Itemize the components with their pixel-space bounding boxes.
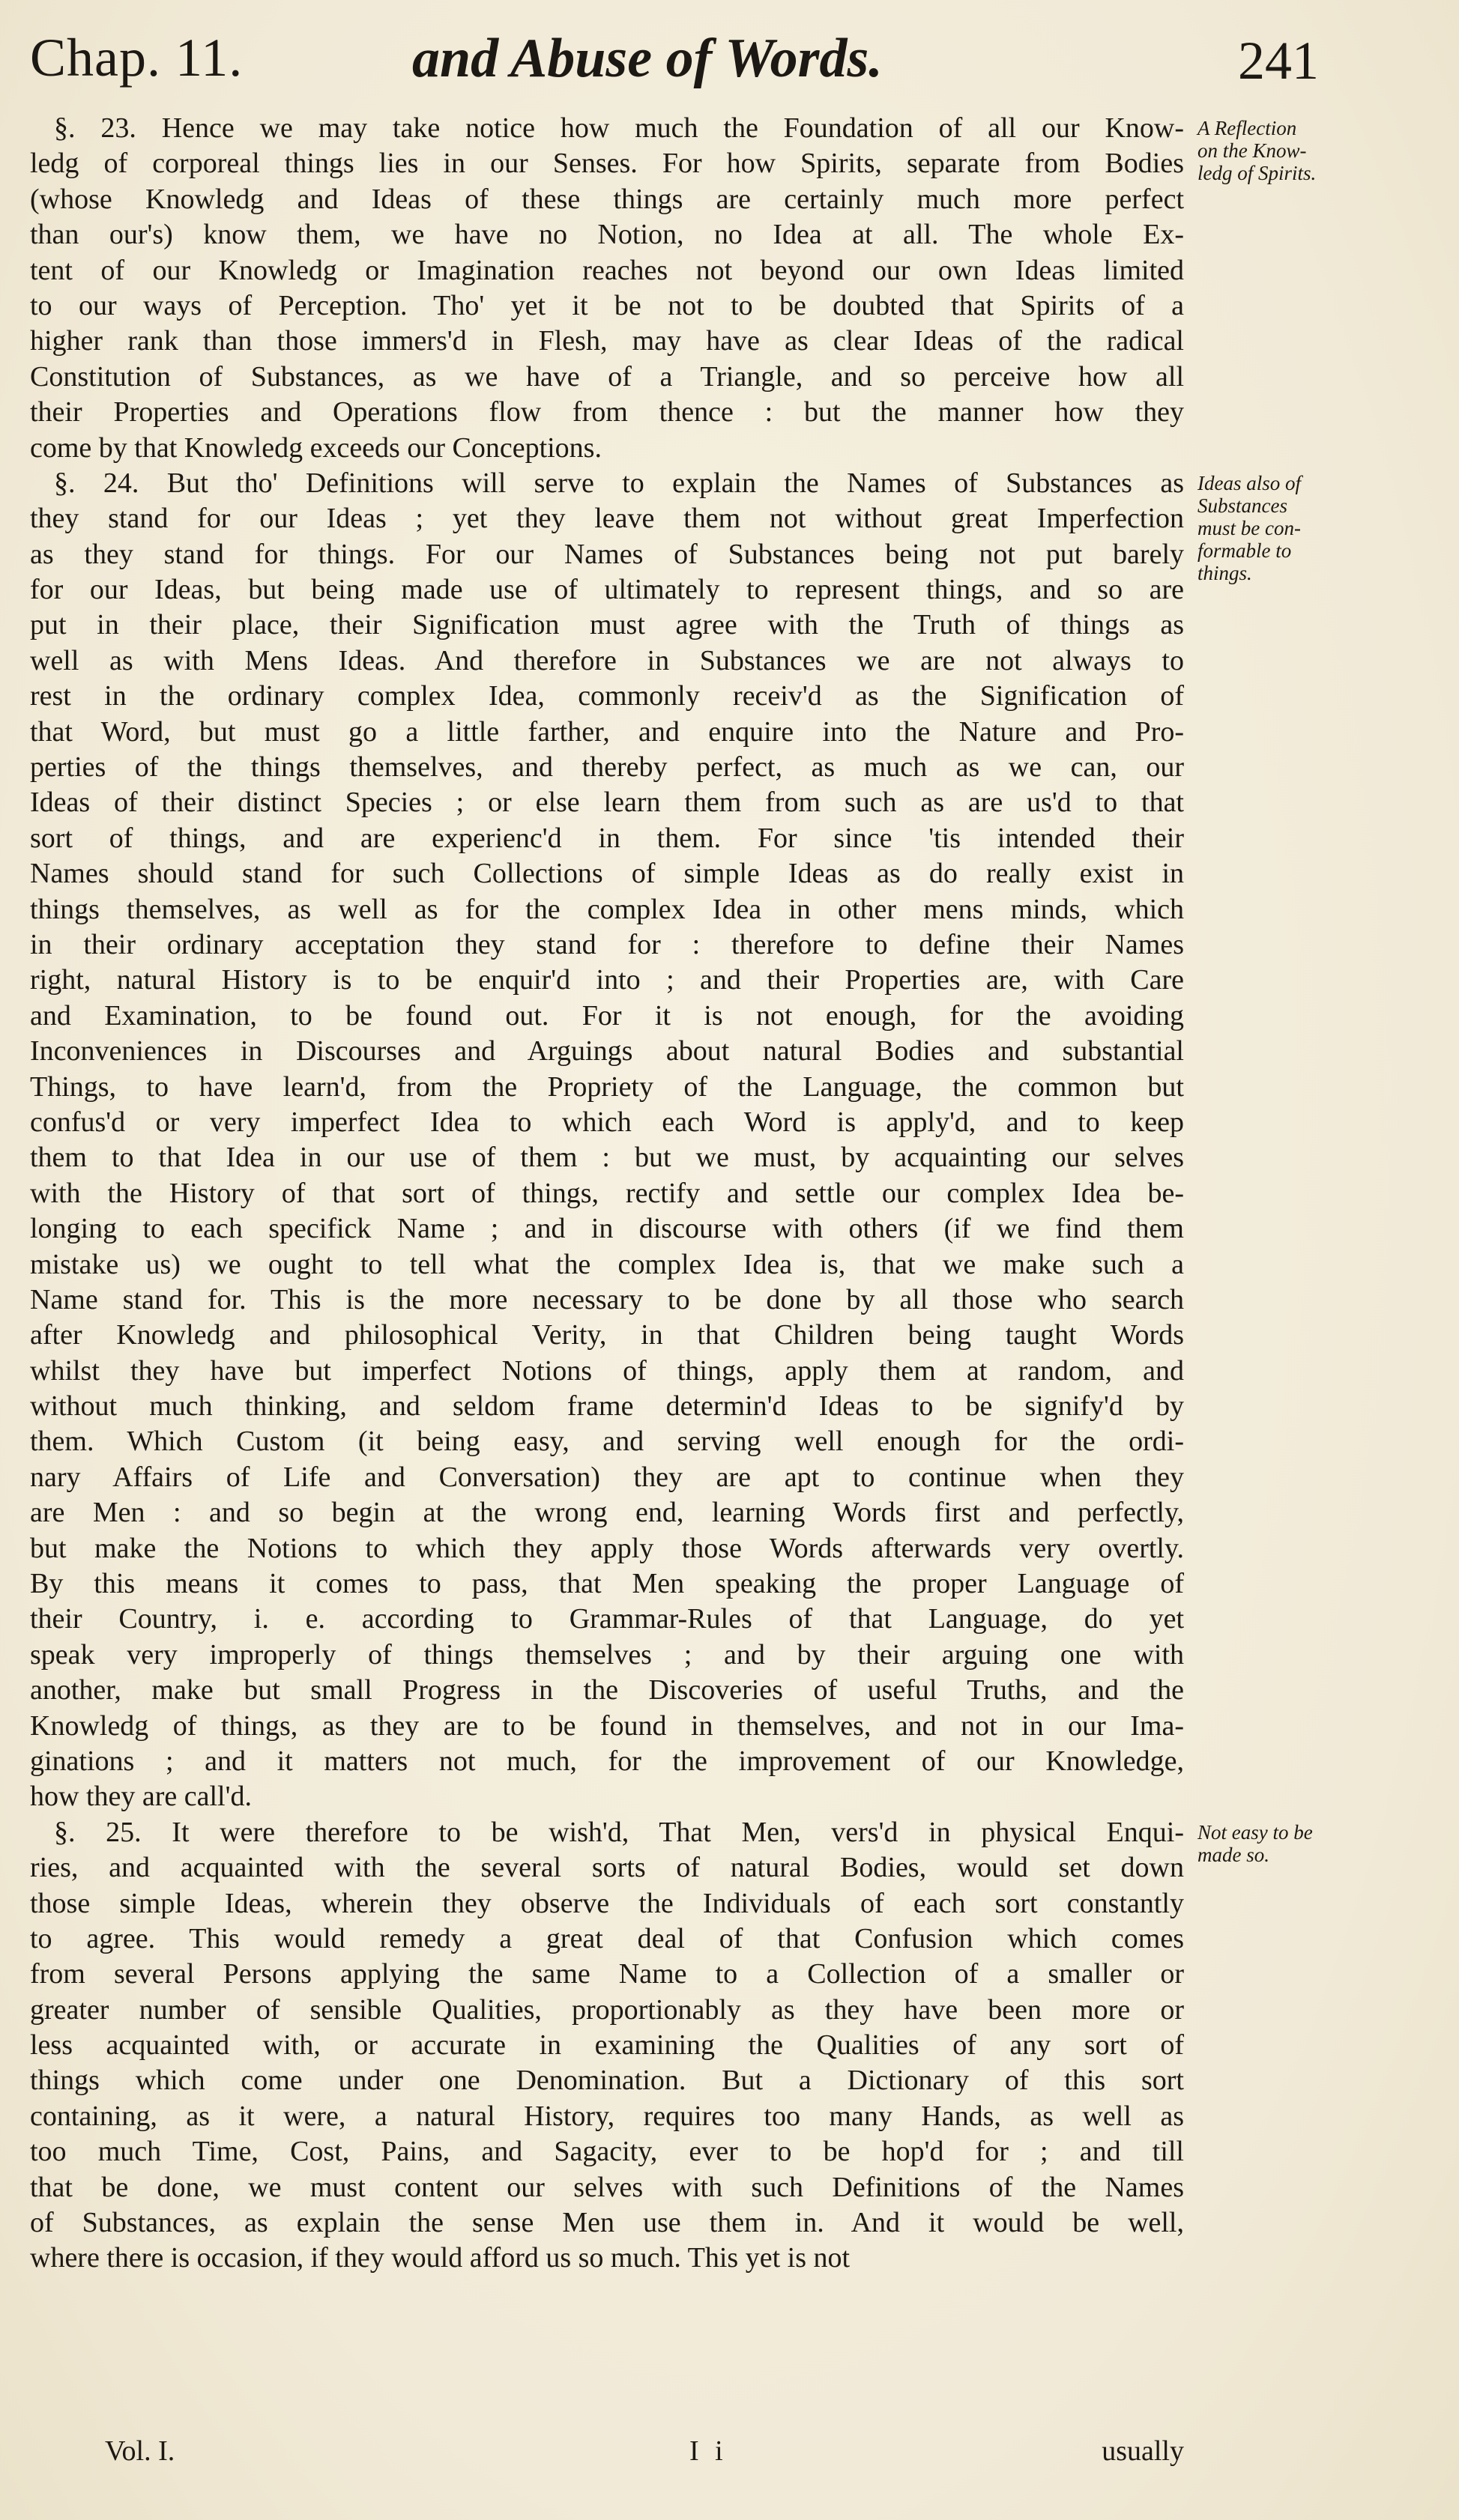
running-head xyxy=(30,27,1319,117)
text-line: put in their place, their Signification must agree with the Truth of things as xyxy=(30,609,1184,641)
text-line: whilst they have but imperfect Notions of things, apply them at random, and xyxy=(30,1354,1184,1387)
text-line: mistake us) we ought to tell what the complex Idea is, that we make such a xyxy=(30,1248,1184,1280)
text-line: as they stand for things. For our Names of Substances being not put barely xyxy=(30,538,1184,570)
text-line: how they are call'd. xyxy=(30,1781,252,1813)
margin-note-line: A Reflection xyxy=(1197,117,1297,139)
text-line: in their ordinary acceptation they stand for : therefore to define their Names xyxy=(30,928,1184,960)
margin-note-line: on the Know- xyxy=(1197,139,1307,162)
margin-note-line: formable to xyxy=(1197,539,1292,562)
running-title: and Abuse of Words. xyxy=(412,28,883,89)
text-line: ledg of corporeal things lies in our Senses. For how Spirits, separate from Bodies xyxy=(30,148,1184,180)
margin-note-line: must be con- xyxy=(1197,517,1301,539)
margin-note-line: Ideas also of xyxy=(1197,472,1301,494)
text-line: right, natural History is to be enquir'd into ; and their Properties are, with Care xyxy=(30,964,1184,996)
catchword: usually xyxy=(1102,2435,1184,2467)
text-line: Names should stand for such Collections of simple Ideas as do really exist in xyxy=(30,858,1184,890)
signature-mark: I i xyxy=(689,2435,728,2467)
text-line: confus'd or very imperfect Idea to which each Word is apply'd, and to keep xyxy=(30,1106,1184,1138)
text-line: rest in the ordinary complex Idea, commonly receiv'd as the Signification of xyxy=(30,680,1184,712)
text-line: those simple Ideas, wherein they observe the Individuals of each sort constantly xyxy=(30,1887,1184,1919)
text-line: Name stand for. This is the more necessary to be done by all those who search xyxy=(30,1283,1184,1315)
text-line: that be done, we must content our selves with such Definitions of the Names xyxy=(30,2171,1184,2203)
text-line: containing, as it were, a natural History, requires too many Hands, as well as xyxy=(30,2100,1184,2132)
text-line: §. 25. It were therefore to be wish'd, That Men, vers'd in physical Enqui- xyxy=(54,1816,1184,1848)
text-line: that Word, but must go a little farther, and enquire into the Nature and Pro- xyxy=(30,715,1184,748)
text-line: are Men : and so begin at the wrong end, learning Words first and perfectly, xyxy=(30,1497,1184,1529)
margin-note xyxy=(1197,117,1347,184)
text-line: without much thinking, and seldom frame determin'd Ideas to be signify'd by xyxy=(30,1390,1184,1423)
text-line: their Country, i. e. according to Grammar-Rules of that Language, do yet xyxy=(30,1603,1184,1635)
text-line: (whose Knowledg and Ideas of these things are certainly much more perfect xyxy=(30,183,1184,215)
margin-note-line: Not easy to be xyxy=(1197,1821,1313,1844)
text-line: Constitution of Substances, as we have of a Triangle, and so perceive how all xyxy=(30,360,1184,393)
text-line: By this means it comes to pass, that Men speaking the proper Language of xyxy=(30,1568,1184,1600)
text-line: but make the Notions to which they apply those Words afterwards very overtly. xyxy=(30,1532,1184,1564)
text-line: things themselves, as well as for the complex Idea in other mens minds, which xyxy=(30,893,1184,925)
text-line: and Examination, to be found out. For it is not enough, for the avoiding xyxy=(30,999,1184,1032)
text-line: from several Persons applying the same Name to a Collection of a smaller or xyxy=(30,1958,1184,1990)
volume-mark: Vol. I. xyxy=(105,2435,175,2467)
margin-note-line: things. xyxy=(1197,562,1252,584)
text-line: well as with Mens Ideas. And therefore in Substances we are not always to xyxy=(30,644,1184,676)
text-line: ginations ; and it matters not much, for the improvement of our Knowledge, xyxy=(30,1745,1184,1777)
text-line: to agree. This would remedy a great deal of that Confusion which comes xyxy=(30,1922,1184,1954)
text-line: §. 23. Hence we may take notice how much the Foundation of all our Know- xyxy=(54,112,1184,144)
text-line: of Substances, as explain the sense Men use them in. And it would be well, xyxy=(30,2207,1184,2239)
text-line: to our ways of Perception. Tho' yet it be not to be doubted that Spirits of a xyxy=(30,289,1184,321)
text-line: where there is occasion, if they would afford us so much. This yet is not xyxy=(30,2242,851,2274)
text-line: higher rank than those immers'd in Flesh, may have as clear Ideas of the radical xyxy=(30,325,1184,357)
margin-note-line: ledg of Spirits. xyxy=(1197,162,1317,184)
text-line: them to that Idea in our use of them : but we must, by acquainting our selves xyxy=(30,1142,1184,1174)
text-line: too much Time, Cost, Pains, and Sagacity, ever to be hop'd for ; and till xyxy=(30,2136,1184,2168)
page-number: 241 xyxy=(1238,31,1319,91)
text-line: speak very improperly of things themselves ; and by their arguing one with xyxy=(30,1638,1184,1671)
margin-note xyxy=(1197,472,1347,584)
chapter-heading: Chap. 11. xyxy=(30,28,244,88)
text-line: ries, and acquainted with the several sorts of natural Bodies, would set down xyxy=(30,1852,1184,1884)
text-line: tent of our Knowledg or Imagination reaches not beyond our own Ideas limited xyxy=(30,254,1184,286)
text-line: sort of things, and are experienc'd in them. For since 'tis intended their xyxy=(30,822,1184,854)
text-line: their Properties and Operations flow from thence : but the manner how they xyxy=(30,396,1184,428)
text-line: less acquainted with, or accurate in examining the Qualities of any sort of xyxy=(30,2029,1184,2062)
text-line: after Knowledg and philosophical Verity, in that Children being taught Words xyxy=(30,1319,1184,1351)
text-line: Inconveniences in Discourses and Arguings about natural Bodies and substantial xyxy=(30,1035,1184,1067)
text-line: for our Ideas, but being made use of ultimately to represent things, and so are xyxy=(30,574,1184,606)
text-line: them. Which Custom (it being easy, and serving well enough for the ordi- xyxy=(30,1426,1184,1458)
page-footer xyxy=(30,2435,1184,2477)
text-line: come by that Knowledg exceeds our Conceptions. xyxy=(30,431,602,464)
text-line: another, make but small Progress in the Discoveries of useful Truths, and the xyxy=(30,1674,1184,1706)
text-line: greater number of sensible Qualities, proportionably as they have been more or xyxy=(30,1993,1184,2026)
text-line: perties of the things themselves, and thereby perfect, as much as we can, our xyxy=(30,751,1184,784)
margin-note-line: made so. xyxy=(1197,1844,1269,1867)
text-line: than our's) know them, we have no Notion, no Idea at all. The whole Ex- xyxy=(30,219,1184,251)
text-line: §. 24. But tho' Definitions will serve to explain the Names of Substances as xyxy=(54,467,1184,499)
margin-note-line: Substances xyxy=(1197,494,1287,517)
text-line: they stand for our Ideas ; yet they leave them not without great Imperfection xyxy=(30,503,1184,535)
text-column xyxy=(30,111,1184,2277)
text-line: with the History of that sort of things, rectify and settle our complex Idea be- xyxy=(30,1177,1184,1209)
text-line: nary Affairs of Life and Conversation) they are apt to continue when they xyxy=(30,1461,1184,1493)
text-line: Ideas of their distinct Species ; or else learn them from such as are us'd to that xyxy=(30,787,1184,819)
margin-note xyxy=(1197,1821,1347,1866)
text-line: longing to each specifick Name ; and in discourse with others (if we find them xyxy=(30,1213,1184,1245)
text-line: Knowledg of things, as they are to be found in themselves, and not in our Ima- xyxy=(30,1709,1184,1742)
text-line: things which come under one Denomination. But a Dictionary of this sort xyxy=(30,2065,1184,2097)
text-line: Things, to have learn'd, from the Propriety of the Language, the common but xyxy=(30,1070,1184,1103)
